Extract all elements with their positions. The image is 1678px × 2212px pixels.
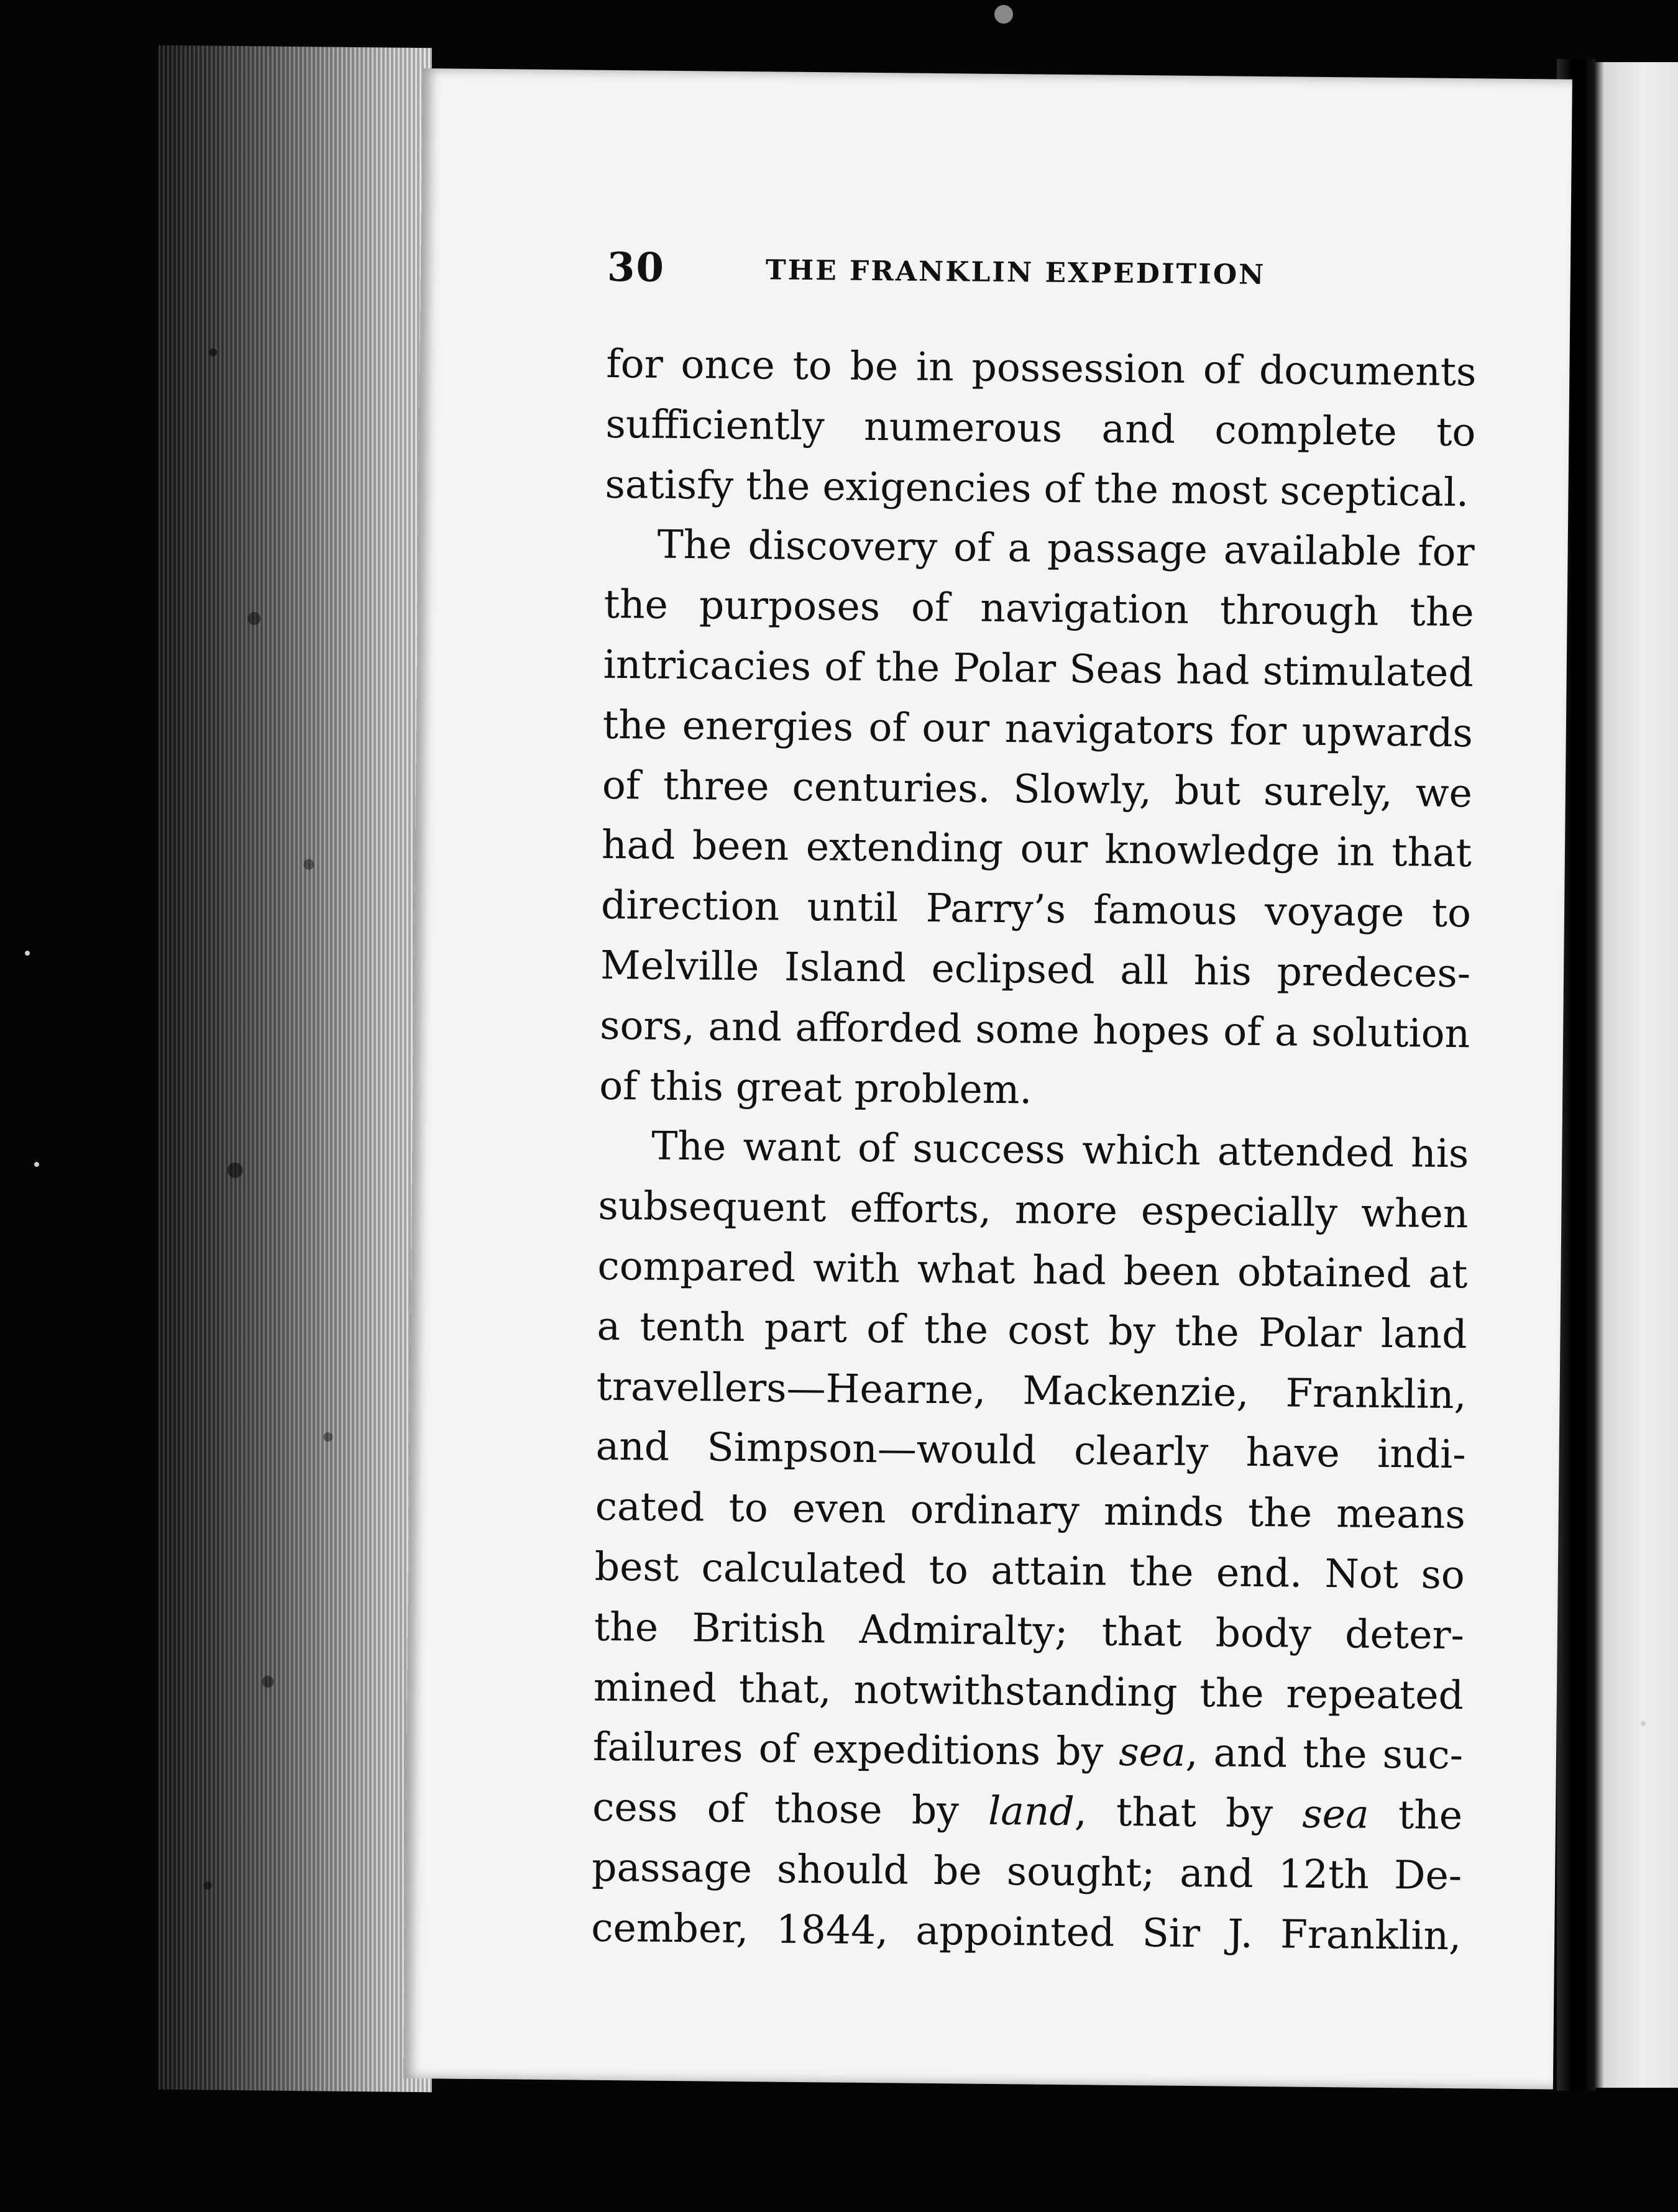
page-number: 30 <box>607 244 666 291</box>
text-line: the energies of our navigators for upwards <box>602 702 1474 756</box>
text-line: sufficiently numerous and complete to <box>605 401 1476 455</box>
book-page <box>403 68 1572 2090</box>
running-head-title: THE FRANKLIN EXPEDITION <box>765 254 1266 291</box>
text-line: passage should be sought; and 12th De- <box>591 1844 1462 1899</box>
text-line: intricacies of the Polar Seas had stimulated <box>603 641 1474 696</box>
text-line: The discovery of a passage available for <box>657 522 1475 575</box>
text-line: cember, 1844, appointed Sir J. Franklin, <box>590 1904 1462 1958</box>
text-line: the British Admiralty; that body deter- <box>594 1604 1465 1658</box>
text-line: sors, and afforded some hopes of a solution <box>599 1002 1470 1057</box>
text-line: cated to even ordinary minds the means <box>595 1483 1466 1538</box>
text-line: of three centuries. Slowly, but surely, we <box>602 762 1473 816</box>
text-line: subsequent efforts, more especially when <box>598 1182 1469 1237</box>
page-edge-speckle <box>158 45 432 2093</box>
scan-artifact <box>994 5 1013 24</box>
page-edge-stack <box>158 45 432 2093</box>
body-text <box>591 334 1477 1967</box>
text-line: Melville Island eclipsed all his predeces- <box>600 942 1471 997</box>
text-line: of this great problem. <box>598 1063 1032 1113</box>
scan-artifact <box>25 951 30 956</box>
text-line: and Simpson—would clearly have indi- <box>595 1424 1467 1478</box>
text-line: failures of expeditions by sea, and the suc- <box>592 1724 1464 1778</box>
text-line: best calculated to attain the end. Not so <box>594 1543 1465 1598</box>
text-line: compared with what had been obtained at <box>597 1243 1468 1297</box>
text-line: a tenth part of the cost by the Polar land <box>597 1303 1467 1357</box>
text-line: travellers—Hearne, Mackenzie, Franklin, <box>596 1363 1467 1417</box>
text-line: mined that, notwithstanding the repeated <box>593 1664 1464 1718</box>
text-line: direction until Parry’s famous voyage to <box>600 882 1472 936</box>
text-line: had been extending our knowledge in that <box>601 822 1472 876</box>
text-line: for once to be in possession of documents <box>606 340 1477 395</box>
facing-page-edge <box>1594 62 1678 2088</box>
running-head <box>607 244 1515 291</box>
scan-artifact <box>1641 1721 1646 1726</box>
scan-artifact <box>34 1162 39 1167</box>
text-line: satisfy the exigencies of the most sceptical. <box>605 461 1469 515</box>
text-line: The want of success which attended his <box>651 1123 1469 1177</box>
text-line: the purposes of navigation through the <box>603 582 1475 636</box>
text-line: cess of those by land, that by sea the <box>592 1784 1463 1839</box>
